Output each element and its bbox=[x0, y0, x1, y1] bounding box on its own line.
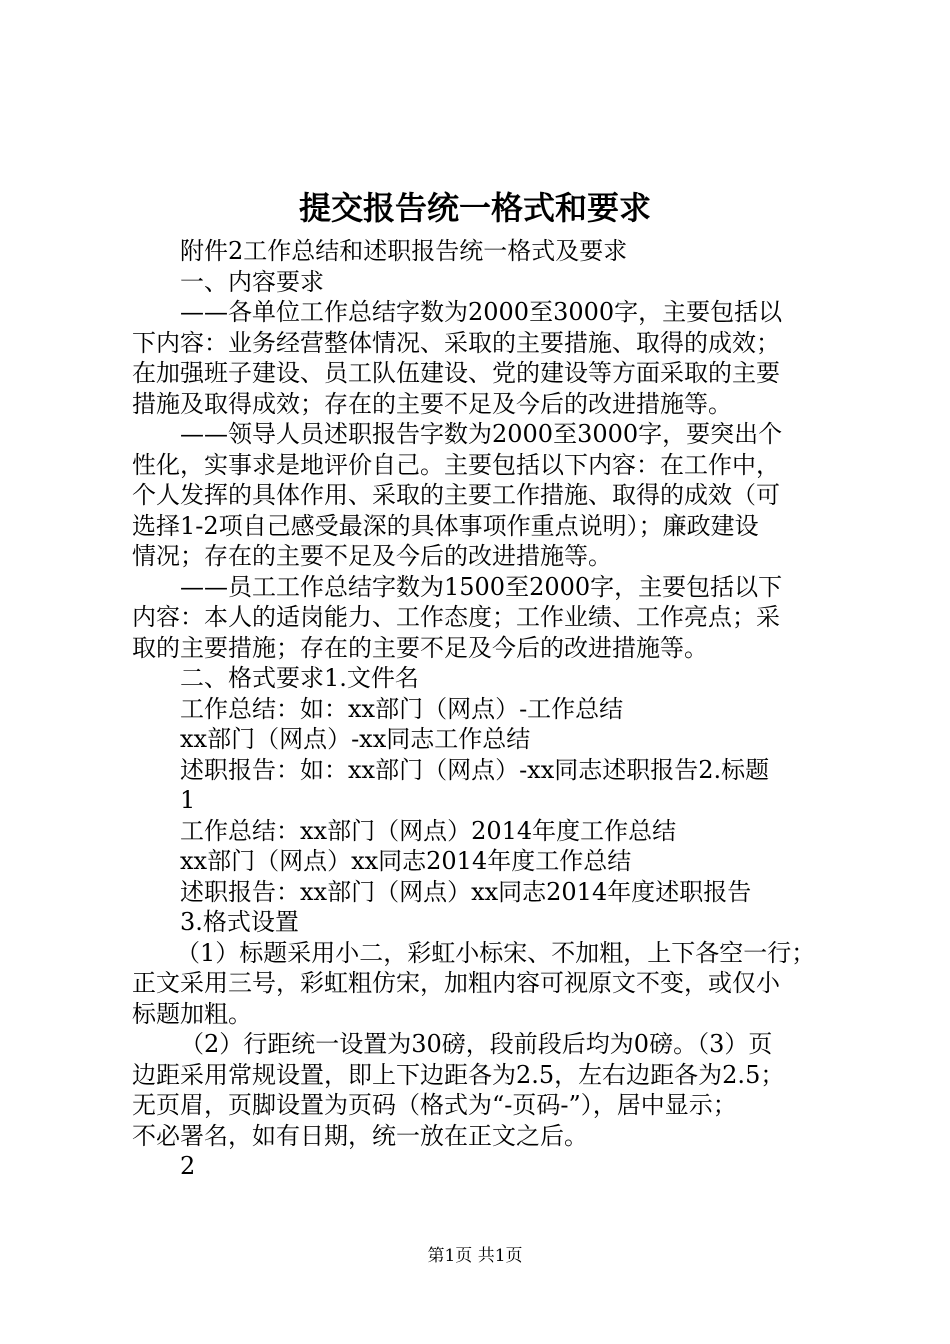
text-line: 一、内容要求 bbox=[180, 267, 324, 296]
text-line: 述职报告：如：xx部门（网点）-xx同志述职报告2.标题 bbox=[180, 755, 770, 784]
text-line: xx部门（网点）-xx同志工作总结 bbox=[180, 725, 531, 753]
text-line: 边距采用常规设置，即上下边距各为2.5，左右边距各为2.5； bbox=[132, 1060, 785, 1089]
text-line: ——员工工作总结字数为1500至2000字，主要包括以下 bbox=[180, 572, 783, 601]
page-title: 提交报告统一格式和要求 bbox=[298, 189, 651, 227]
text-line: 2 bbox=[180, 1152, 196, 1180]
text-line: 无页眉，页脚设置为页码（格式为“-页码-”），居中显示； bbox=[132, 1091, 737, 1119]
text-line: 在加强班子建设、员工队伍建设、党的建设等方面采取的主要 bbox=[132, 359, 780, 387]
text-line: 标题加粗。 bbox=[132, 999, 252, 1028]
text-line: 二、格式要求1.文件名 bbox=[180, 664, 419, 692]
text-line: 3.格式设置 bbox=[180, 908, 299, 936]
text-line: 内容：本人的适岗能力、工作态度；工作业绩、工作亮点；采 bbox=[132, 603, 780, 631]
document-body bbox=[132, 236, 832, 1182]
text-line: ——领导人员述职报告字数为2000至3000字，要突出个 bbox=[180, 420, 783, 448]
text-line: 1 bbox=[180, 786, 196, 814]
text-line: ——各单位工作总结字数为2000至3000字，主要包括以 bbox=[180, 298, 783, 326]
text-line: （2）行距统一设置为30磅，段前段后均为0磅。（3）页 bbox=[180, 1030, 773, 1058]
text-line: 正文采用三号，彩虹粗仿宋，加粗内容可视原文不变，或仅小 bbox=[132, 969, 780, 997]
text-line: 工作总结：如：xx部门（网点）-工作总结 bbox=[180, 694, 624, 723]
text-line: 选择1-2项自己感受最深的具体事项作重点说明）；廉政建设 bbox=[132, 511, 759, 540]
text-line: （1）标题采用小二，彩虹小标宋、不加粗，上下各空一行； bbox=[176, 938, 816, 967]
text-line: 情况；存在的主要不足及今后的改进措施等。 bbox=[132, 542, 612, 570]
text-line: 工作总结：xx部门（网点）2014年度工作总结 bbox=[180, 816, 677, 845]
text-line: 个人发挥的具体作用、采取的主要工作措施、取得的成效（可 bbox=[132, 481, 780, 509]
text-line: 附件2工作总结和述职报告统一格式及要求 bbox=[180, 237, 628, 265]
text-line: 取的主要措施；存在的主要不足及今后的改进措施等。 bbox=[132, 633, 708, 662]
text-line: 不必署名，如有日期，统一放在正文之后。 bbox=[132, 1121, 588, 1150]
text-line: 措施及取得成效；存在的主要不足及今后的改进措施等。 bbox=[132, 389, 732, 418]
text-line: 下内容：业务经营整体情况、采取的主要措施、取得的成效； bbox=[132, 328, 780, 357]
text-line: 性化，实事求是地评价自己。主要包括以下内容：在工作中， bbox=[132, 450, 780, 479]
page-footer: 第1页 共1页 bbox=[427, 1246, 523, 1266]
text-line: xx部门（网点）xx同志2014年度工作总结 bbox=[180, 847, 632, 875]
text-line: 述职报告：xx部门（网点）xx同志2014年度述职报告 bbox=[180, 877, 752, 906]
